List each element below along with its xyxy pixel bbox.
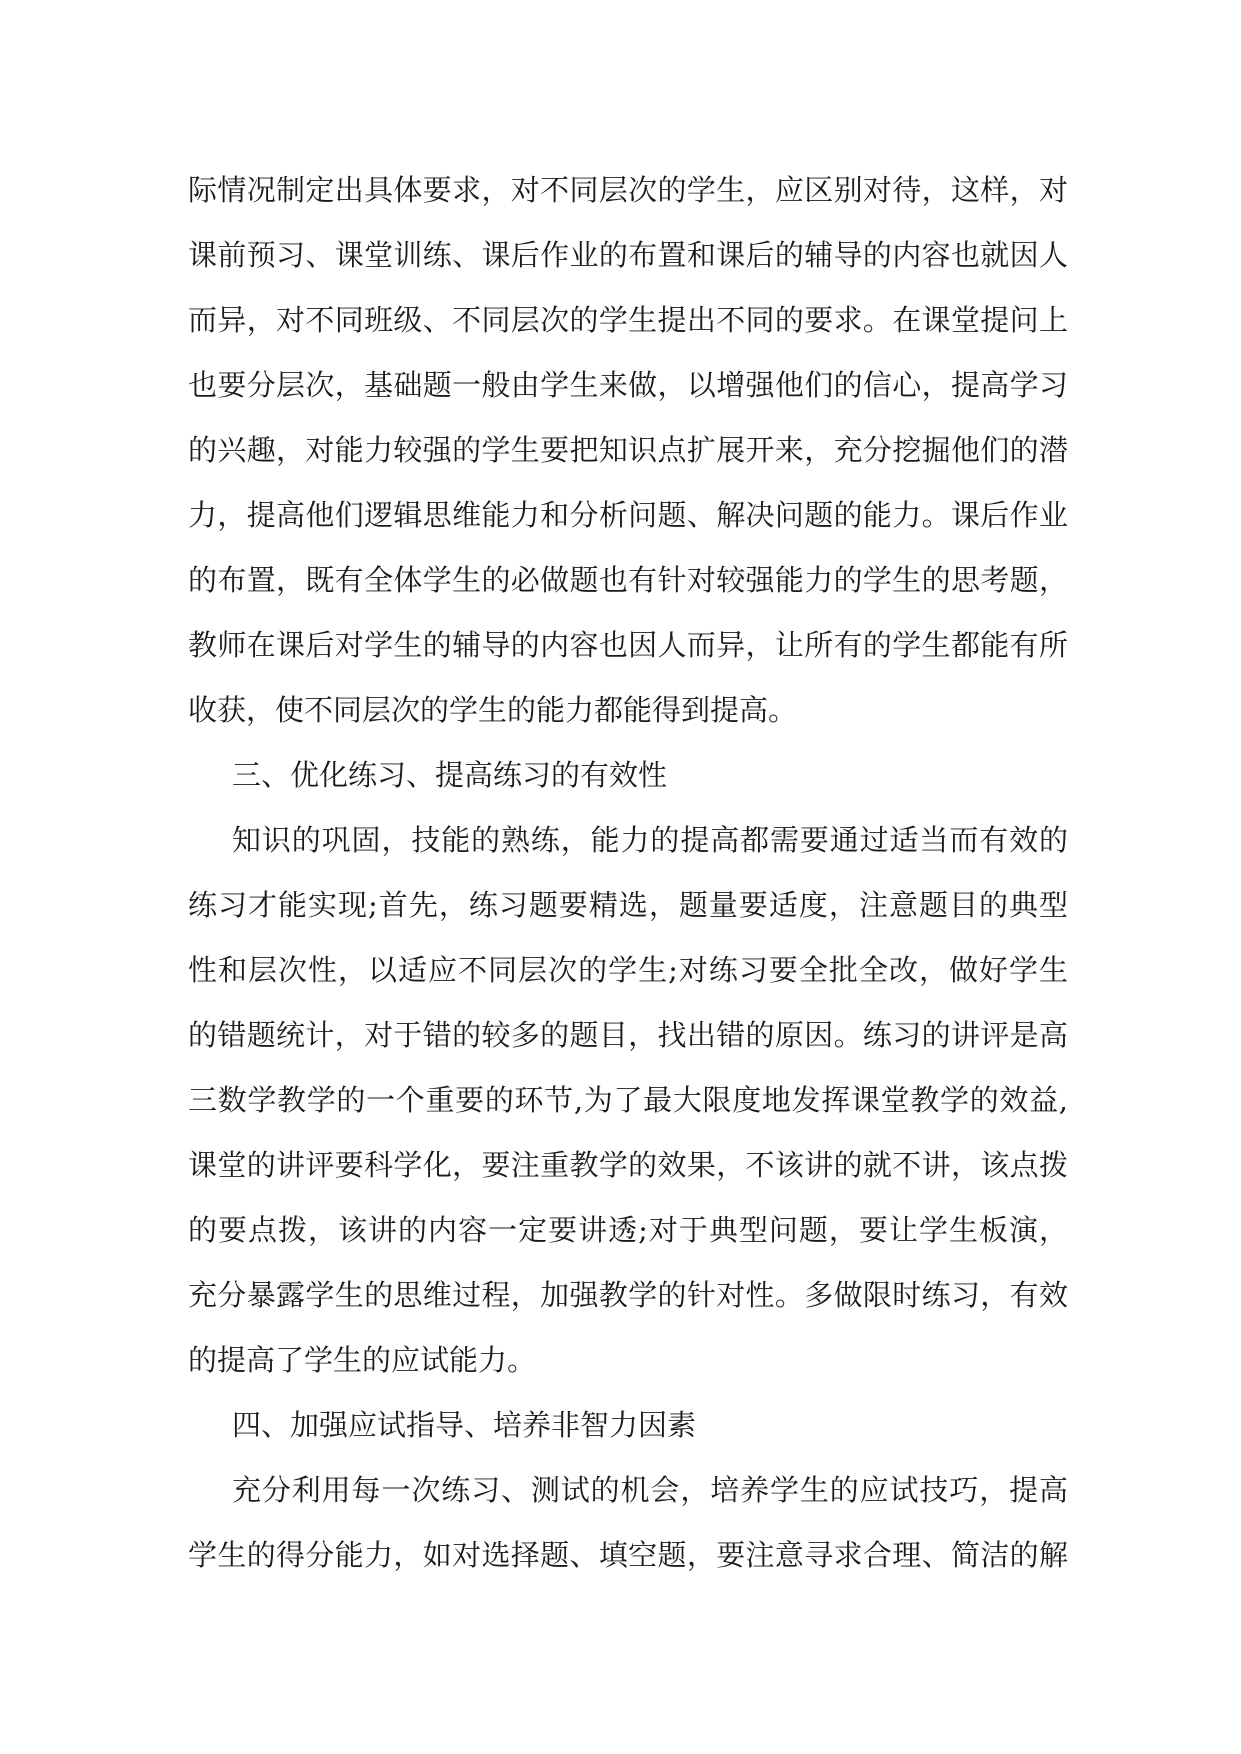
text-line: 而异，对不同班级、不同层次的学生提出不同的要求。在课堂提问上: [188, 303, 1068, 337]
text-line: 的错题统计，对于错的较多的题目，找出错的原因。练习的讲评是高: [188, 1018, 1068, 1052]
document-body: [188, 158, 1068, 1588]
text-line: 际情况制定出具体要求，对不同层次的学生，应区别对待，这样，对: [188, 173, 1068, 207]
paragraph-practice: [188, 808, 1068, 1393]
text-line: 收获，使不同层次的学生的能力都能得到提高。: [188, 693, 798, 727]
text-line: 课堂的讲评要科学化，要注重教学的效果，不该讲的就不讲，该点拨: [188, 1148, 1068, 1182]
text-line: 力，提高他们逻辑思维能力和分析问题、解决问题的能力。课后作业: [188, 498, 1068, 532]
paragraph-exam-guidance: [188, 1458, 1068, 1588]
text-line: 性和层次性，以适应不同层次的学生;对练习要全批全改，做好学生: [188, 953, 1068, 987]
text-line: 的布置，既有全体学生的必做题也有针对较强能力的学生的思考题，: [188, 563, 1068, 597]
text-line: 的要点拨，该讲的内容一定要讲透;对于典型问题，要让学生板演，: [188, 1213, 1068, 1247]
section-heading-4: [188, 1393, 1068, 1458]
section-heading-text: 三、优化练习、提高练习的有效性: [232, 758, 668, 792]
text-line: 的兴趣，对能力较强的学生要把知识点扩展开来，充分挖掘他们的潜: [188, 433, 1068, 467]
text-line: 的提高了学生的应试能力。: [188, 1343, 537, 1377]
section-heading-text: 四、加强应试指导、培养非智力因素: [232, 1408, 697, 1442]
section-heading-3: [188, 743, 1068, 808]
paragraph-tiered-requirements: [188, 158, 1068, 743]
text-line: 教师在课后对学生的辅导的内容也因人而异，让所有的学生都能有所: [188, 628, 1068, 662]
text-line: 充分利用每一次练习、测试的机会，培养学生的应试技巧，提高: [232, 1473, 1068, 1507]
text-line: 知识的巩固，技能的熟练，能力的提高都需要通过适当而有效的: [232, 823, 1068, 857]
text-line: 课前预习、课堂训练、课后作业的布置和课后的辅导的内容也就因人: [188, 238, 1068, 272]
text-line: 充分暴露学生的思维过程，加强教学的针对性。多做限时练习，有效: [188, 1278, 1068, 1312]
text-line: 学生的得分能力，如对选择题、填空题，要注意寻求合理、简洁的解: [188, 1538, 1068, 1572]
text-line: 练习才能实现;首先，练习题要精选，题量要适度，注意题目的典型: [188, 888, 1068, 922]
text-line: 三数学教学的一个重要的环节,为了最大限度地发挥课堂教学的效益,: [188, 1083, 1068, 1117]
text-line: 也要分层次，基础题一般由学生来做，以增强他们的信心，提高学习: [188, 368, 1068, 402]
